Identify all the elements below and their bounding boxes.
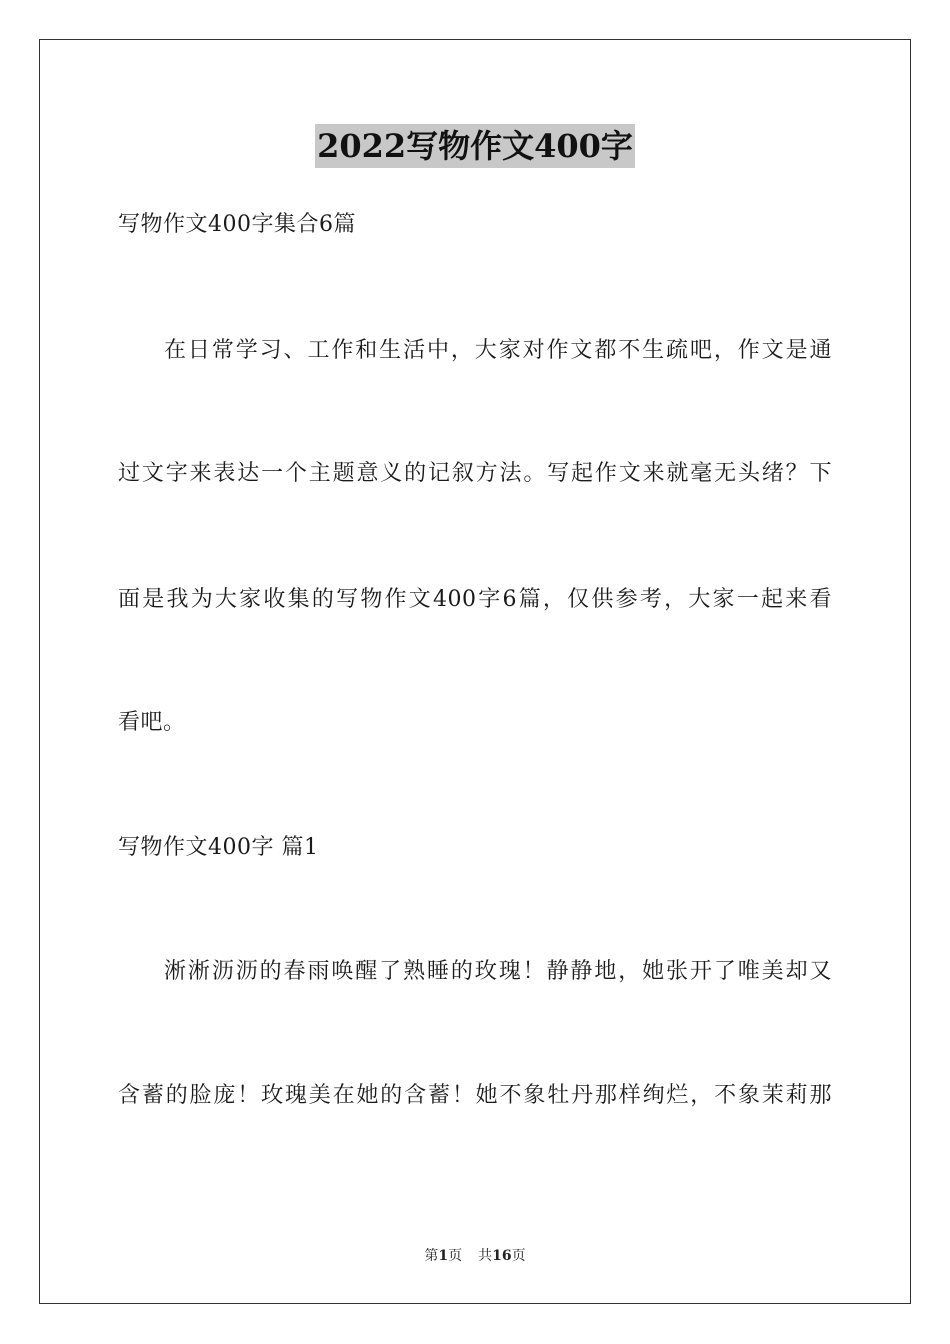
section-line-2: 含蓄的脸庞！玫瑰美在她的含蓄！她不象牡丹那样绚烂，不象茉莉那 <box>118 1083 832 1108</box>
intro-line-3: 面是我为大家收集的写物作文400字6篇，仅供参考，大家一起来看 <box>118 587 832 612</box>
footer-total-suffix: 页 <box>511 1248 526 1264</box>
intro-line-4: 看吧。 <box>118 710 186 735</box>
footer-page-suffix: 页 <box>448 1248 463 1264</box>
intro-line-1: 在日常学习、工作和生活中，大家对作文都不生疏吧，作文是通 <box>164 338 832 363</box>
footer-page-number: 1 <box>438 1248 449 1264</box>
footer-page-prefix: 第 <box>424 1248 439 1264</box>
section-heading: 写物作文400字 篇1 <box>118 835 319 860</box>
footer-total-prefix: 共 <box>478 1248 493 1264</box>
section-line-1: 淅淅沥沥的春雨唤醒了熟睡的玫瑰！静静地，她张开了唯美却又 <box>164 959 832 984</box>
footer-total-pages: 16 <box>492 1248 512 1264</box>
document-title: 2022写物作文400字 <box>315 124 635 168</box>
document-subtitle: 写物作文400字集合6篇 <box>118 212 356 237</box>
intro-line-2: 过文字来表达一个主题意义的记叙方法。写起作文来就毫无头绪？下 <box>118 461 832 486</box>
title-container <box>0 124 950 168</box>
page-footer <box>0 1246 950 1266</box>
